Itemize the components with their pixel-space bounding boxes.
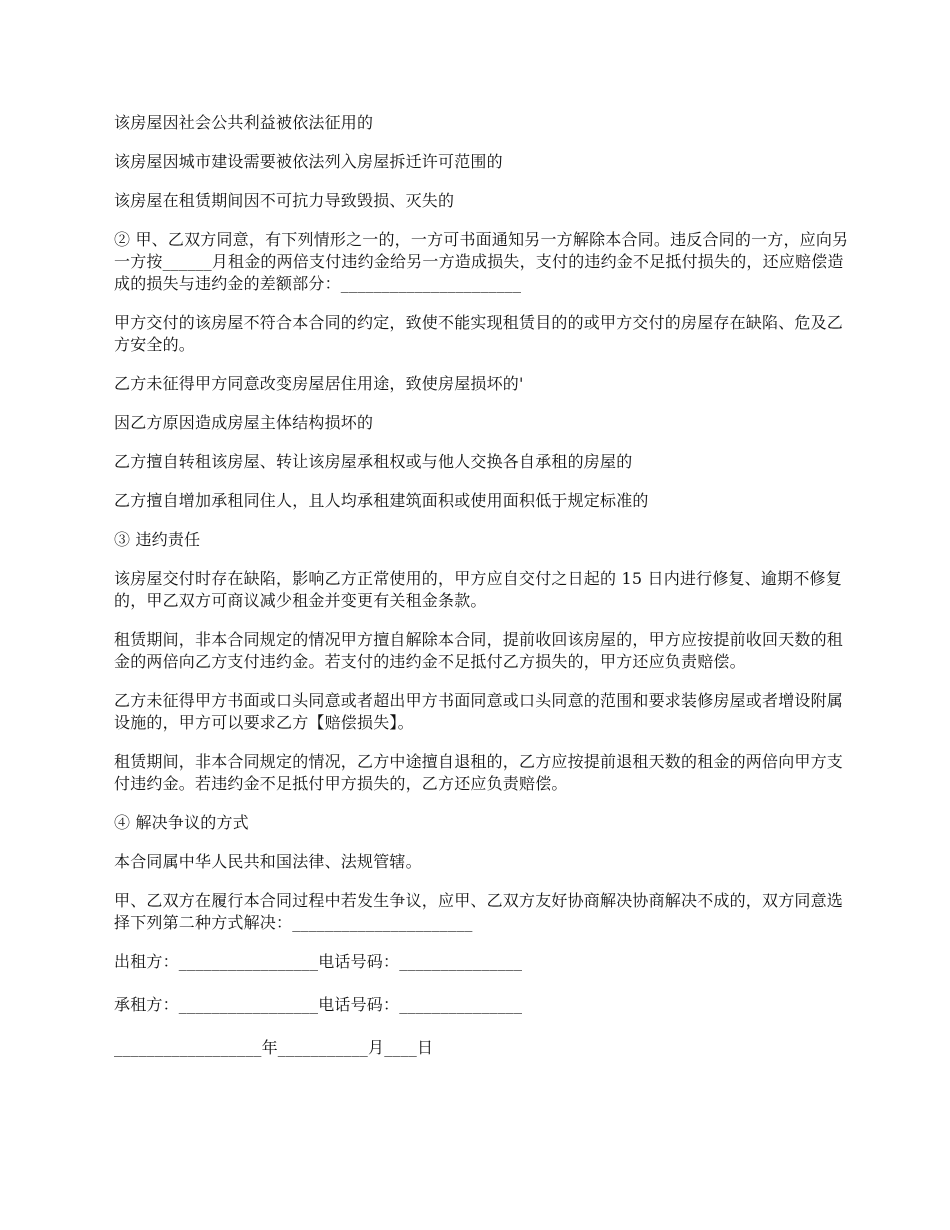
clause-defect: 甲方交付的该房屋不符合本合同的约定，致使不能实现租赁目的的或甲方交付的房屋存在缺陷、危及乙方安全的。	[114, 313, 844, 354]
clause-public-interest: 该房屋因社会公共利益被依法征用的	[114, 113, 374, 132]
date-line: __________________年___________月____日	[114, 1038, 434, 1057]
clause-lessor-early-termination: 租赁期间，非本合同规定的情况甲方擅自解除本合同，提前收回该房屋的，甲方应按提前收回天数的租金的两倍向乙方支付违约金。若支付的违约金不足抵付乙方损失的，甲方还应负责赔偿。	[114, 630, 844, 671]
clause-cohabitant: 乙方擅自增加承租同住人，且人均承租建筑面积或使用面积低于规定标准的	[114, 491, 649, 510]
clause-lessee-early-termination: 租赁期间，非本合同规定的情况，乙方中途擅自退租的，乙方应按提前退租天数的租金的两倍向甲方支付违约金。若违约金不足抵付甲方损失的，乙方还应负责赔偿。	[114, 752, 844, 793]
section-termination: ② 甲、乙双方同意，有下列情形之一的，一方可书面通知另一方解除本合同。违反合同的一方，应向另一方按______月租金的两倍支付违约金给另一方造成损失，支付的违约金不足抵付损失的，还应赔偿造成的损失与违约金的差额部分：______________________	[114, 230, 849, 293]
clause-governing-law: 本合同属中华人民共和国法律、法规管辖。	[114, 852, 422, 871]
clause-renovation: 乙方未征得甲方书面或口头同意或者超出甲方书面同意或口头同意的范围和要求装修房屋或者增设附属设施的，甲方可以要求乙方【赔偿损失】。	[114, 691, 844, 732]
clause-dispute-resolution: 甲、乙双方在履行本合同过程中若发生争议，应甲、乙双方友好协商解决协商解决不成的，双方同意选择下列第二种方式解决：______________________	[114, 891, 844, 932]
section-liability-heading: ③ 违约责任	[114, 530, 201, 549]
lessor-signature-line: 出租方：_________________电话号码：_______________	[114, 952, 523, 971]
clause-delivery-defect: 该房屋交付时存在缺陷，影响乙方正常使用的，甲方应自交付之日起的 15 日内进行修复、逾期不修复的，甲乙双方可商议减少租金并变更有关租金条款。	[114, 569, 842, 610]
lessee-signature-line: 承租方：_________________电话号码：_______________	[114, 995, 523, 1014]
clause-structure-damage: 因乙方原因造成房屋主体结构损坏的	[114, 413, 374, 432]
clause-sublet: 乙方擅自转租该房屋、转让该房屋承租权或与他人交换各自承租的房屋的	[114, 452, 633, 471]
section-dispute-heading: ④ 解决争议的方式	[114, 813, 249, 832]
clause-change-use: 乙方未征得甲方同意改变房屋居住用途，致使房屋损坏的'	[114, 374, 524, 393]
clause-force-majeure: 该房屋在租赁期间因不可抗力导致毁损、灭失的	[114, 191, 455, 210]
clause-demolition: 该房屋因城市建设需要被依法列入房屋拆迁许可范围的	[114, 152, 503, 171]
